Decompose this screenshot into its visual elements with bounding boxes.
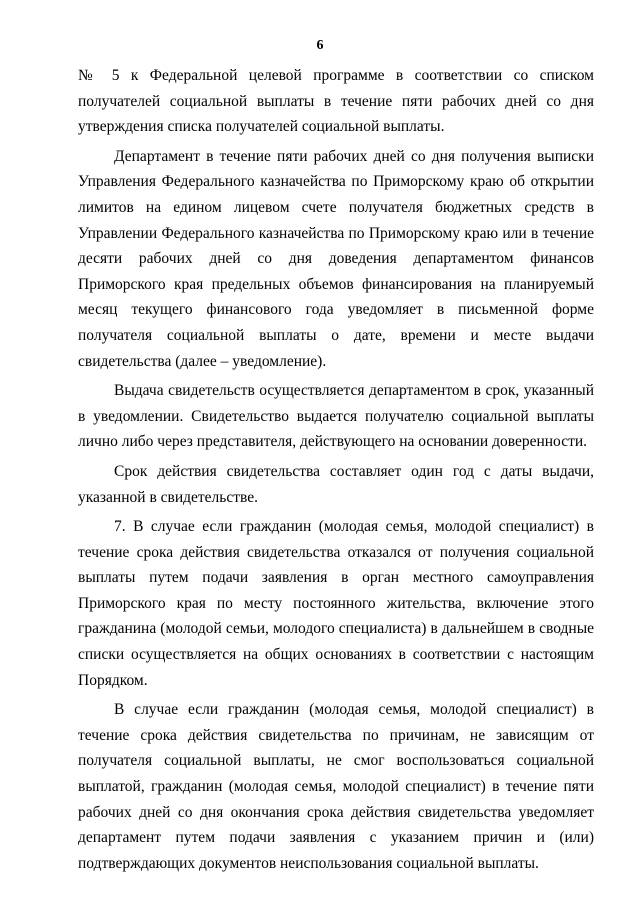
page-number: 6 (316, 38, 324, 53)
paragraph-non-use-notification: В случае если гражданин (молодая семья, молодой специалист) в течение срока действия свидетельства по причинам, не зависящим от получателя социальной выплаты, не смог воспользоваться социальной выплатой, гражданин (молодая семья, молодой специалист) в течение пяти рабочих дней со дня окончания срока действия свидетельства уведомляет департамент путем подачи заявления с указанием причин и (или) подтверждающих документов неиспользования социальной выплаты. (78, 701, 594, 872)
paragraph-item-7-refusal: 7. В случае если гражданин (молодая семья, молодой специалист) в течение срока действия свидетельства отказался от получения социальной выплаты путем подачи заявления в орган местного самоуправления Приморского края по месту постоянного жительства, включение этого гражданина (молодой семьи, молодого специалиста) в дальнейшем в сводные списки осуществляется на общих основаниях в соответствии с настоящим Порядком. (78, 518, 594, 689)
paragraph-certificate-validity: Срок действия свидетельства составляет один год с даты выдачи, указанной в свидетельстве. (78, 462, 594, 506)
paragraph-department-notification: Департамент в течение пяти рабочих дней со дня получения выписки Управления Федерального казначейства по Приморскому краю об открытии лимитов на едином лицевом счете получателя бюджетных средств в Управлении Федерального казначейства по Приморскому краю или в течение десяти рабочих дней со дня доведения департаментом финансов Приморского края предельных объемов финансирования на планируемый месяц текущего финансового года уведомляет в письменной форме получателя социальной выплаты о дате, времени и месте выдачи свидетельства (далее – уведомление). (78, 147, 594, 370)
document-body (78, 63, 594, 880)
paragraph-continuation: № 5 к Федеральной целевой программе в соответствии со списком получателей социальной выплаты в течение пяти рабочих дней со дня утверждения списка получателей социальной выплаты. (78, 67, 594, 136)
paragraph-certificate-issuance: Выдача свидетельств осуществляется департаментом в срок, указанный в уведомлении. Свидетельство выдается получателю социальной выплаты лично либо через представителя, действующего на основании доверенности. (78, 382, 594, 451)
